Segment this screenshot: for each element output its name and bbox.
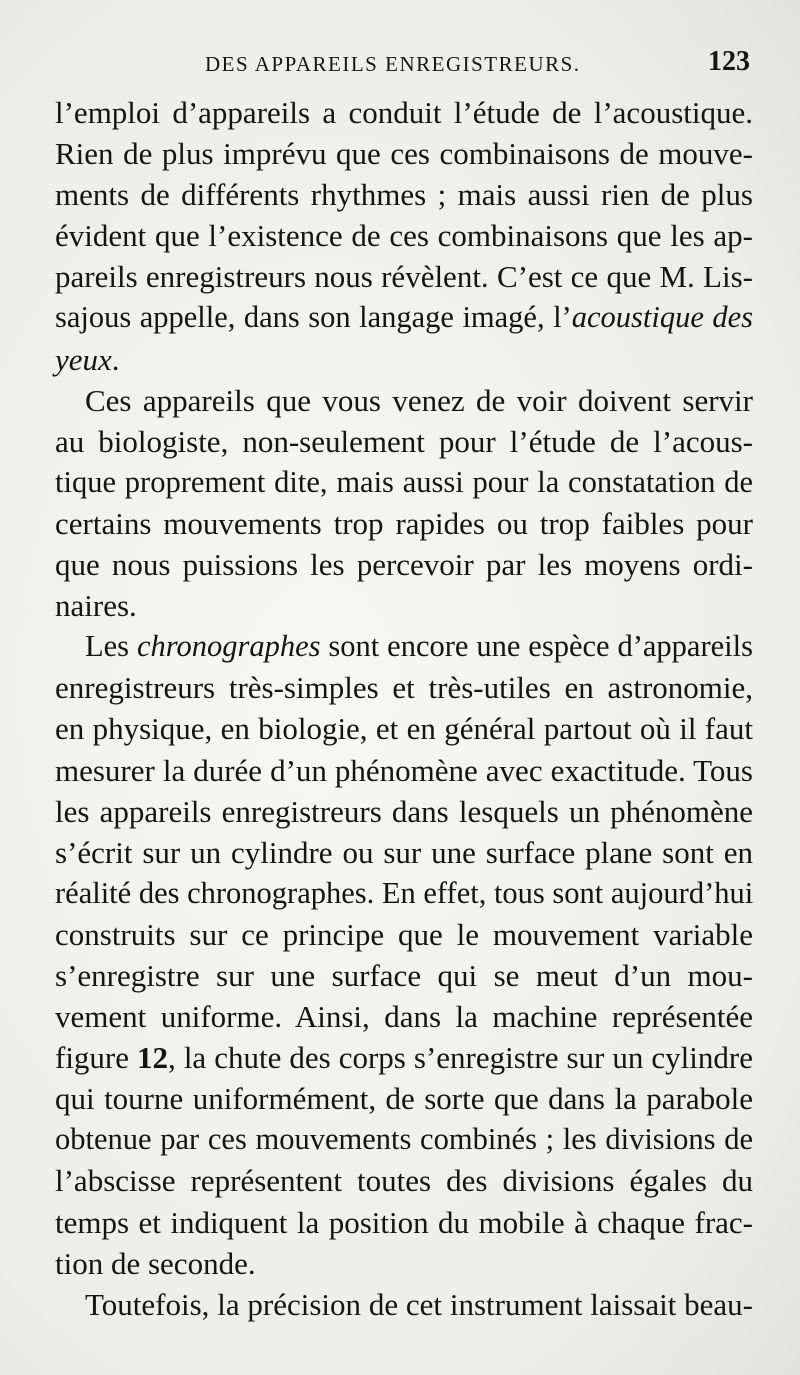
text-line: obtenue par ces mouvements combinés ; les divisions de [55, 1122, 753, 1157]
text-line: tion de seconde. [55, 1245, 256, 1281]
text-line: ments de différents rhythmes ; mais aussi rien de plus [55, 177, 753, 213]
text-line: Ces appareils que vous venez de voir doivent servir [85, 382, 753, 418]
text-line: l’abscisse représentent toutes des divisions égales du [55, 1163, 753, 1199]
italic-phrase: chronographes [136, 629, 321, 664]
text-line: évident que l’existence de ces combinaisons que les ap- [55, 218, 753, 254]
text-segment: , la chute des corps s’enregistre sur un cylindre [168, 1040, 753, 1076]
running-title: DES APPAREILS ENREGISTREURS. [205, 52, 581, 76]
text-line: s’écrit sur un cylindre ou sur une surface plane sont en [55, 834, 753, 870]
text-line: temps et indiquent la position du mobile à chaque frac- [55, 1204, 753, 1240]
italic-phrase: yeux [55, 341, 112, 377]
text-line: vement uniforme. Ainsi, dans la machine représentée [55, 999, 753, 1035]
text-line: naires. [55, 588, 137, 624]
text-line [55, 339, 753, 380]
text-line: tique proprement dite, mais aussi pour la constatation de [55, 464, 753, 499]
text-line: que nous puissions les percevoir par les moyens ordi- [55, 547, 753, 583]
paragraph-2 [55, 380, 753, 627]
text-line: pareils enregistreurs nous révèlent. C’est ce que M. Lis- [55, 259, 753, 295]
text-line: enregistreurs très-simples et très-utiles en astronomie, [55, 670, 753, 706]
text-line [55, 1037, 753, 1078]
text-line: les appareils enregistreurs dans lesquels un phénomène [55, 793, 753, 829]
page-header [55, 46, 750, 86]
text-segment: sont encore une espèce d’appareils [320, 629, 753, 664]
paragraph-1 [55, 92, 753, 380]
text-line: s’enregistre sur une surface qui se meut d’un mou- [55, 957, 753, 993]
paragraph-3 [55, 626, 753, 1284]
text-line: construits sur ce principe que le mouvement variable [55, 916, 753, 952]
text-line: en physique, en biologie, et en général partout où il faut [55, 711, 753, 747]
text-line: qui tourne uniformément, de sorte que dans la parabole [55, 1081, 753, 1117]
figure-reference: 12 [137, 1040, 169, 1076]
page-number: 123 [708, 46, 750, 77]
text-line [55, 626, 753, 667]
italic-phrase: acoustique des [571, 300, 753, 335]
text-line: réalité des chronographes. En effet, tous sont aujourd’hui [55, 875, 754, 910]
text-line: l’emploi d’appareils a conduit l’étude de l’acoustique. [55, 95, 753, 130]
text-line: Toutefois, la précision de cet instrument laissait beau- [85, 1286, 753, 1322]
text-segment: . [111, 341, 120, 377]
page-body [55, 92, 753, 1325]
text-segment: Les [85, 629, 137, 664]
text-segment: figure [55, 1040, 138, 1076]
text-line [55, 297, 753, 338]
text-line: mesurer la durée d’un phénomène avec exactitude. Tous [55, 752, 753, 788]
paragraph-4 [55, 1284, 753, 1325]
text-line: Rien de plus imprévu que ces combinaisons de mouve- [55, 136, 753, 172]
text-segment: sajous appelle, dans son langage imagé, l’ [55, 300, 572, 335]
text-line: au biologiste, non-seulement pour l’étude de l’acous- [55, 423, 753, 459]
text-line: certains mouvements trop rapides ou trop faibles pour [55, 505, 753, 541]
